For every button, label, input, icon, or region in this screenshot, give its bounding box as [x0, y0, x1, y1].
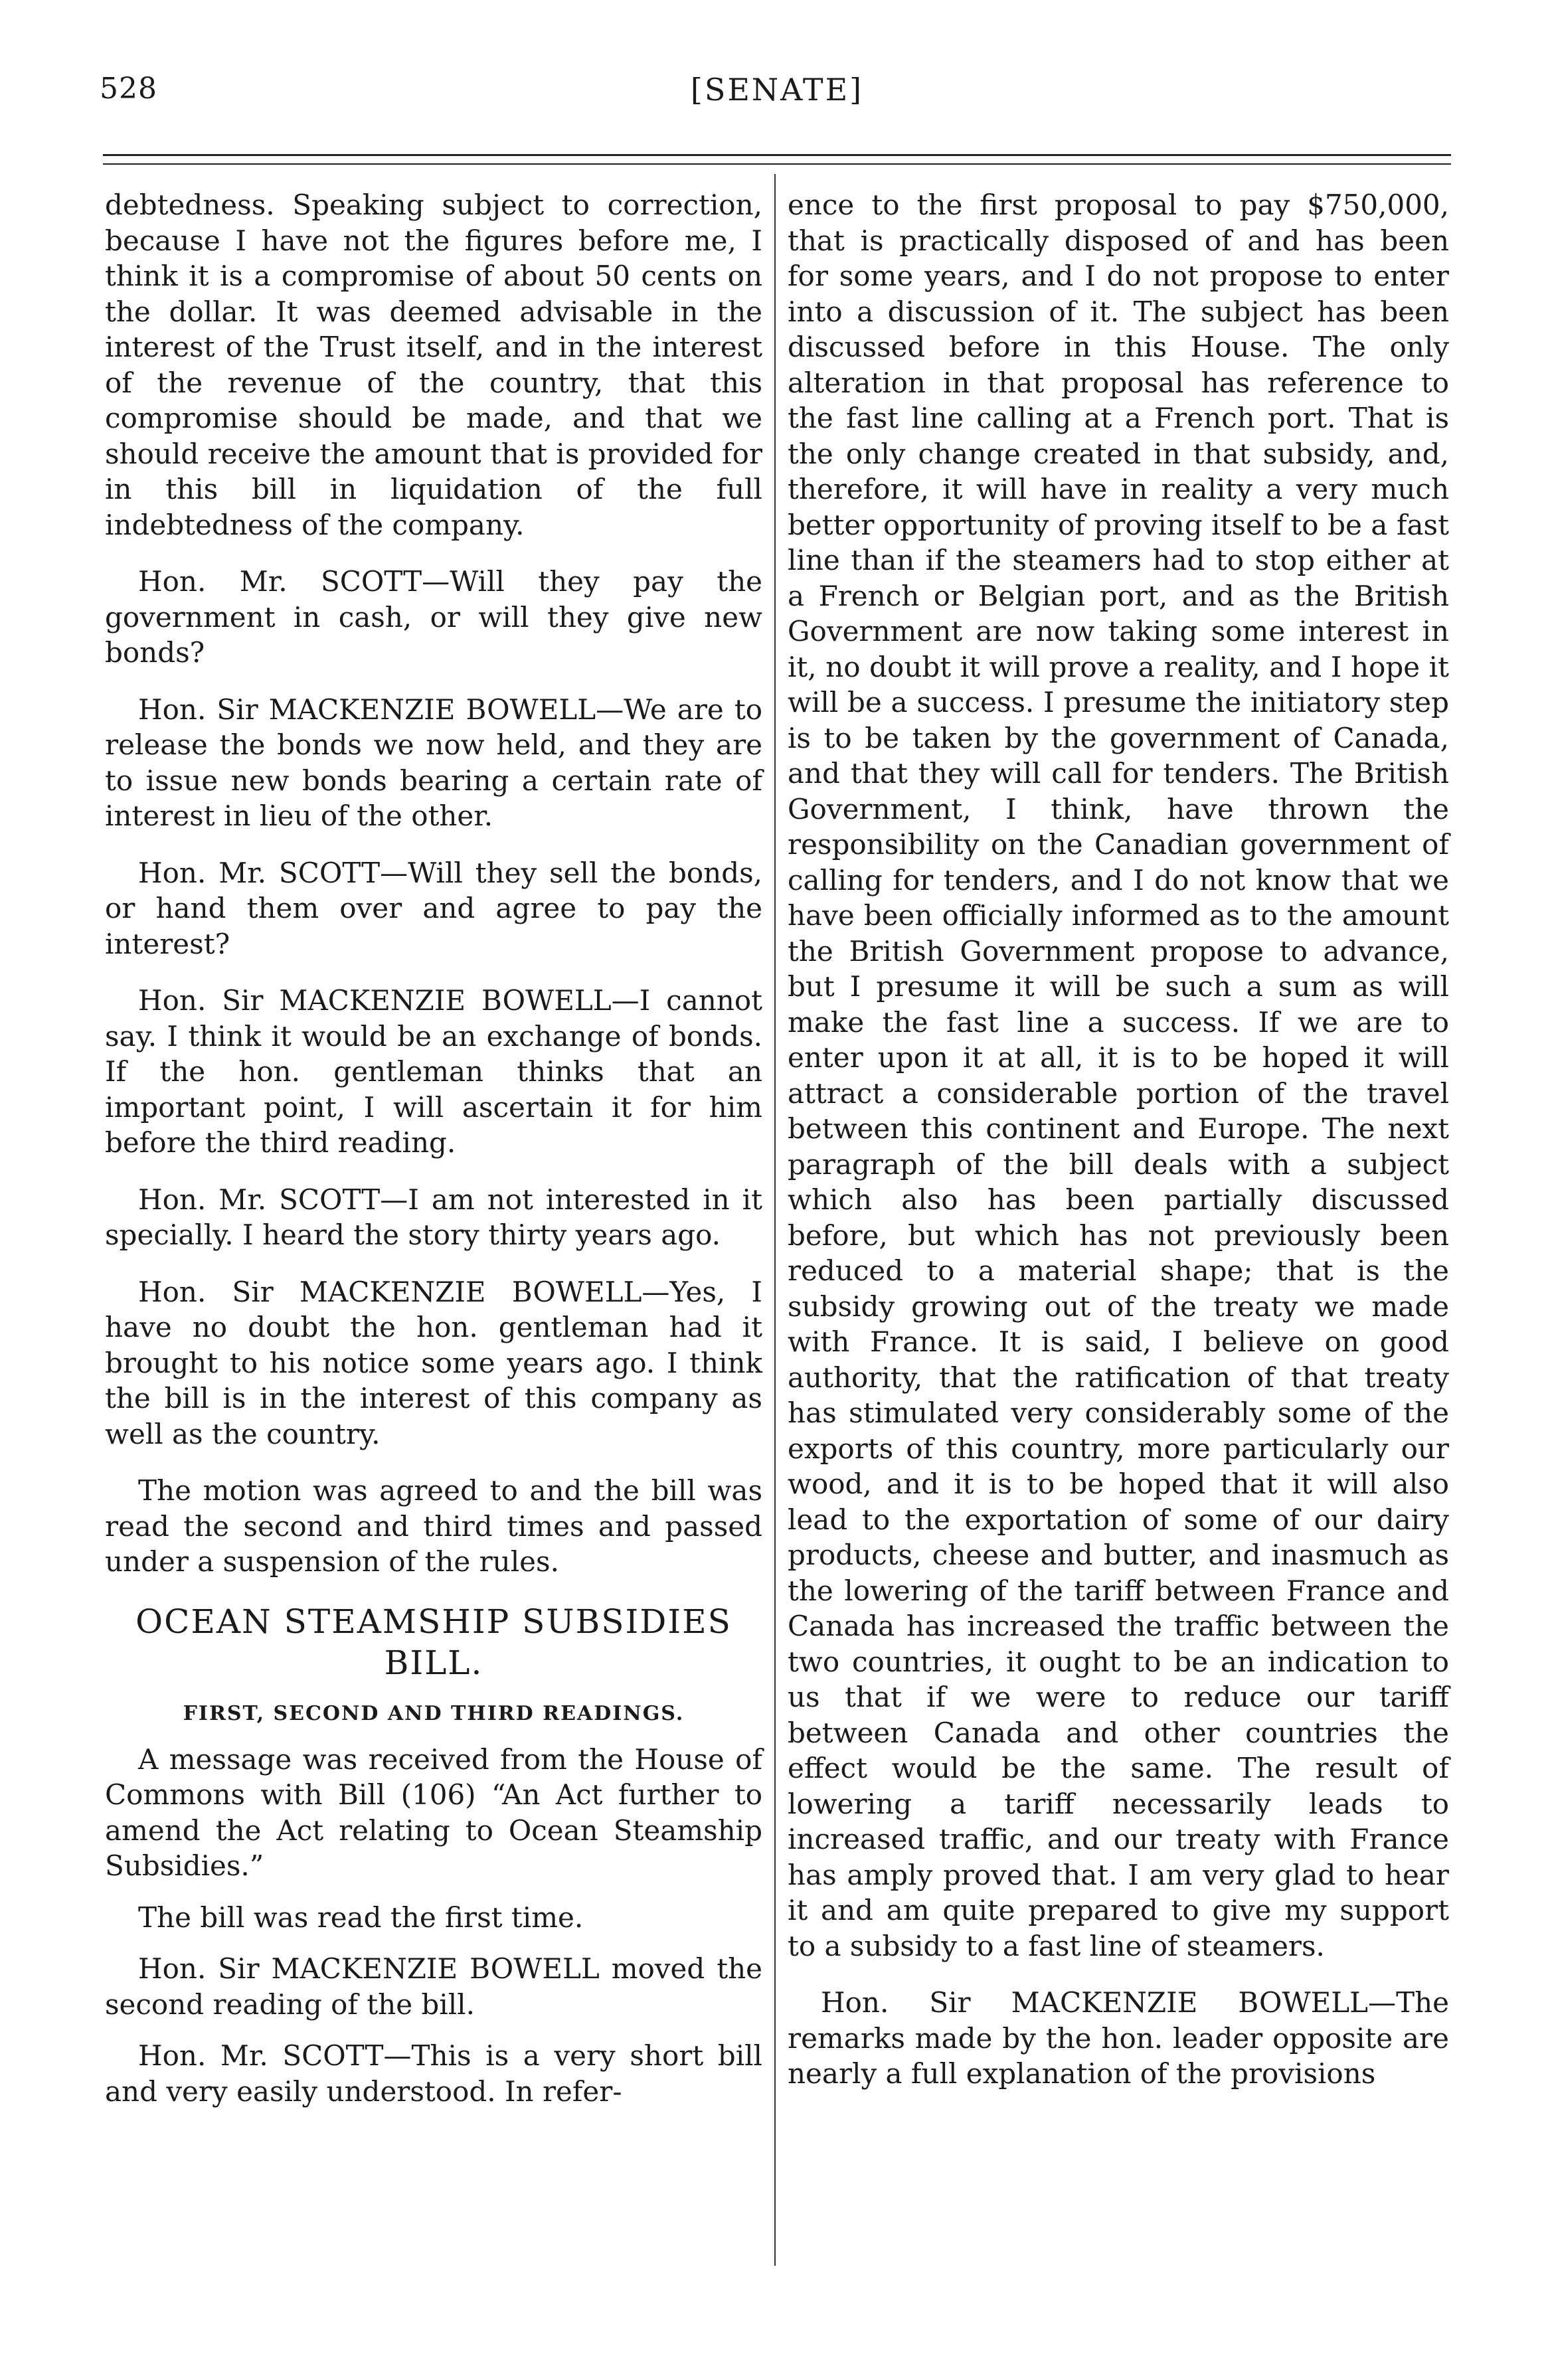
section-heading: OCEAN STEAMSHIP SUBSIDIES BILL.: [135, 1602, 732, 1682]
paragraph: Hon. Sir MACKENZIE BOWELL—I cannot say. I think it would be an exchange of bonds. If the hon. gentleman thinks that an important point, I will ascertain it for him before the third reading.: [105, 984, 762, 1159]
paragraph: Hon. Mr. SCOTT—I am not interested in it specially. I heard the story thirty years ago.: [105, 1183, 762, 1251]
header-rule-bottom: [103, 163, 1451, 165]
paragraph: The bill was read the first time.: [138, 1901, 584, 1934]
paragraph: Hon. Mr. SCOTT—This is a very short bill and very easily understood. In refer-: [105, 2039, 762, 2108]
paragraph: Hon. Sir MACKENZIE BOWELL—Yes, I have no doubt the hon. gentleman had it brought to his notice some years ago. I think the bill is in the interest of this company as well as the country.: [105, 1275, 762, 1450]
section-subheading: FIRST, SECOND AND THIRD READINGS.: [183, 1701, 685, 1725]
column-divider: [774, 174, 776, 2266]
page-number: 528: [100, 72, 157, 106]
paragraph: The motion was agreed to and the bill was read the second and third times and passed under a suspension of the rules.: [105, 1474, 762, 1578]
paragraph: A message was received from the House of Commons with Bill (106) “An Act further to amend the Act relating to Ocean Steamship Subsidies.”: [105, 1742, 762, 1882]
page-header: [100, 72, 1454, 118]
left-column: [105, 187, 762, 2125]
paragraph: debtedness. Speaking subject to correction, because I have not the figures before me, I think it is a compromise of about 50 cents on the dollar. It was deemed advisable in the interest of the Trust itself, and in the interest of the revenue of the country, that this compromise should be made, and that we should receive the amount that is provided for in this bill in liquidation of the full indebtedness of the company.: [105, 189, 762, 541]
paragraph: Hon. Sir MACKENZIE BOWELL moved the second reading of the bill.: [105, 1952, 762, 2021]
paragraph: ence to the first proposal to pay $750,000, that is practically disposed of and has been for some years, and I do not propose to enter into a discussion of it. The subject has been discussed before in this House. The only alteration in that proposal has reference to the fast line calling at a French port. That is the only change created in that subsidy, and, therefore, it will have in reality a very much better opportunity of proving itself to be a fast line than if the steamers had to stop either at a French or Belgian port, and as the British Government are now taking some interest in it, no doubt it will prove a reality, and I hope it will be a success. I presume the initiatory step is to be taken by the government of Canada, and that they will call for tenders. The British Government, I think, have thrown the responsibility on the Canadian government of calling for tenders, and I do not know that we have been officially informed as to the amount the British Government propose to advance, but I presume it will be such a sum as will make the fast line a success. If we are to enter upon it at all, it is to be hoped it will attract a considerable portion of the travel between this continent and Europe. The next paragraph of the bill deals with a subject which also has been partially discussed before, but which has not previously been reduced to a material shape; that is the subsidy growing out of the treaty we made with France. It is said, I believe on good authority, that the ratification of that treaty has stimulated very considerably some of the exports of this country, more particularly our wood, and it is to be hoped that it will also lead to the exportation of some of our dairy products, cheese and butter, and inasmuch as the lowering of the tariff between France and Canada has increased the traffic between the two countries, it ought to be an indication to us that if we were to reduce our tariff between Canada and other countries the effect would be the same. The result of lowering a tariff necessarily leads to increased traffic, and our treaty with France has amply proved that. I am very glad to hear it and am quite prepared to give my support to a subsidy to a fast line of steamers.: [788, 189, 1449, 1962]
paragraph: Hon. Sir MACKENZIE BOWELL—The remarks made by the hon. leader opposite are nearly a full explanation of the provisions: [788, 1986, 1449, 2090]
paragraph: Hon. Sir MACKENZIE BOWELL—We are to release the bonds we now held, and they are to issue new bonds bearing a certain rate of interest in lieu of the other.: [105, 693, 762, 832]
chamber-title: [SENATE]: [690, 72, 864, 108]
paragraph: Hon. Mr. SCOTT—Will they pay the government in cash, or will they give new bonds?: [105, 565, 762, 669]
right-column: [788, 187, 1449, 2113]
paragraph: Hon. Mr. SCOTT—Will they sell the bonds, or hand them over and agree to pay the interest?: [105, 856, 762, 960]
header-rule-top: [103, 154, 1451, 156]
